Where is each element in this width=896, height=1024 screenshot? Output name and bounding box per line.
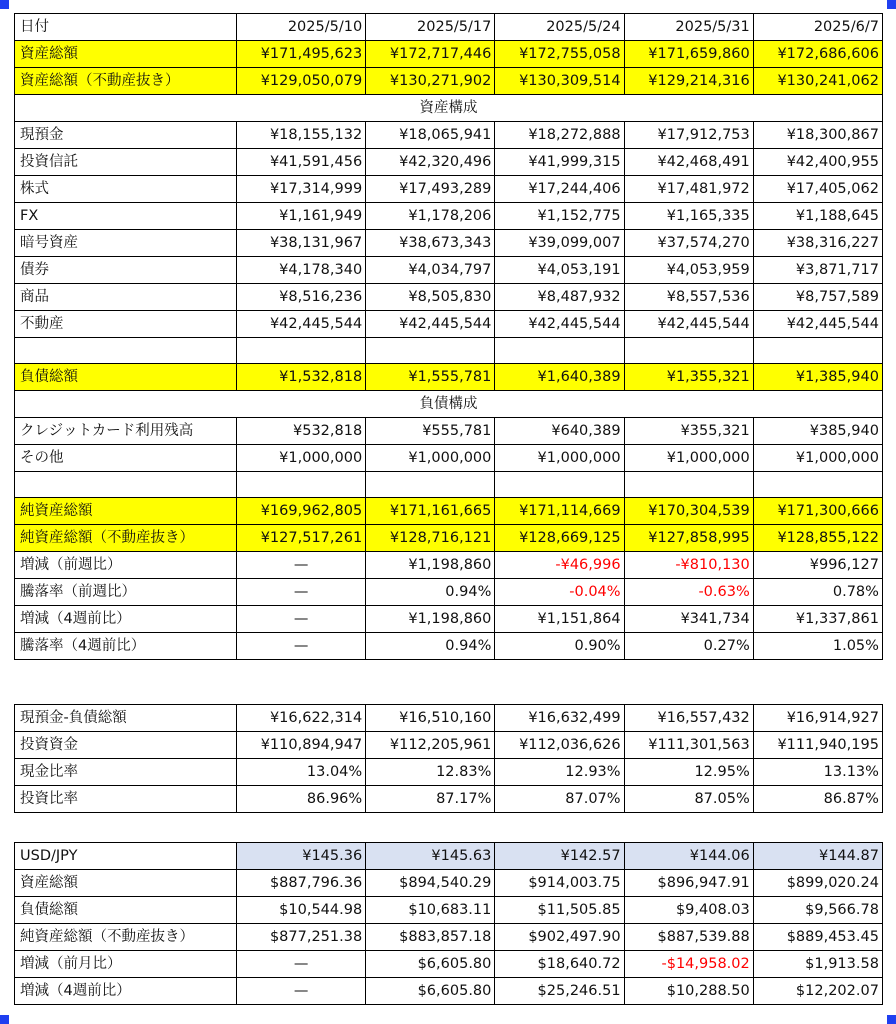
value-cell: ¥1,000,000 (753, 445, 882, 472)
value-cell: ¥555,781 (366, 418, 495, 445)
value-cell: $896,947.91 (624, 870, 753, 897)
value-cell: 12.93% (495, 759, 624, 786)
date-header-cell: 2025/5/17 (366, 14, 495, 41)
row-label: 純資産総額（不動産抜き） (15, 924, 237, 951)
value-cell: ¥171,114,669 (495, 498, 624, 525)
value-cell: 87.07% (495, 786, 624, 813)
corner-marker-bottom-left (0, 1015, 9, 1024)
value-cell: 12.95% (624, 759, 753, 786)
asset-row (15, 122, 883, 149)
value-cell: ¥112,036,626 (495, 732, 624, 759)
value-cell: ¥130,271,902 (366, 68, 495, 95)
row-label: 投資比率 (15, 786, 237, 813)
value-cell: ¥171,300,666 (753, 498, 882, 525)
row-label: 暗号資産 (15, 230, 237, 257)
value-cell: ¥17,244,406 (495, 176, 624, 203)
value-cell: — (237, 579, 366, 606)
value-cell: ¥144.87 (753, 843, 882, 870)
value-cell: $9,566.78 (753, 897, 882, 924)
value-cell: ¥8,557,536 (624, 284, 753, 311)
value-cell: ¥41,999,315 (495, 149, 624, 176)
value-cell: ¥130,309,514 (495, 68, 624, 95)
empty-cell (366, 338, 495, 364)
corner-marker-bottom-right (887, 1015, 896, 1024)
value-cell: ¥42,445,544 (495, 311, 624, 338)
value-cell: ¥18,272,888 (495, 122, 624, 149)
value-cell: ¥341,734 (624, 606, 753, 633)
value-cell: 13.04% (237, 759, 366, 786)
total-assets-row (15, 41, 883, 68)
row-label: 現金比率 (15, 759, 237, 786)
ratio-row (15, 705, 883, 732)
value-cell: ¥1,640,389 (495, 364, 624, 391)
date-header-cell: 2025/5/24 (495, 14, 624, 41)
row-label: 負債総額 (15, 364, 237, 391)
value-cell: ¥3,871,717 (753, 257, 882, 284)
value-cell: 0.27% (624, 633, 753, 660)
value-cell: 1.05% (753, 633, 882, 660)
value-cell: ¥42,400,955 (753, 149, 882, 176)
value-cell: ¥18,155,132 (237, 122, 366, 149)
value-cell: ¥171,495,623 (237, 41, 366, 68)
row-label: FX (15, 203, 237, 230)
value-cell: -¥46,996 (495, 552, 624, 579)
value-cell: $894,540.29 (366, 870, 495, 897)
empty-cell (753, 472, 882, 498)
row-label: 増減（前週比） (15, 552, 237, 579)
row-label: 現預金 (15, 122, 237, 149)
value-cell: ¥1,355,321 (624, 364, 753, 391)
empty-cell (366, 472, 495, 498)
value-cell: ¥16,557,432 (624, 705, 753, 732)
value-cell: $6,605.80 (366, 978, 495, 1005)
usd-jpy-rate-row (15, 843, 883, 870)
value-cell: 0.94% (366, 579, 495, 606)
value-cell: $887,539.88 (624, 924, 753, 951)
value-cell: ¥170,304,539 (624, 498, 753, 525)
value-cell: ¥4,034,797 (366, 257, 495, 284)
spacer-row (15, 338, 883, 364)
usd-row (15, 870, 883, 897)
value-cell: ¥16,914,927 (753, 705, 882, 732)
change-row (15, 633, 883, 660)
spacer-row (15, 472, 883, 498)
value-cell: — (237, 978, 366, 1005)
value-cell: $914,003.75 (495, 870, 624, 897)
value-cell: ¥129,214,316 (624, 68, 753, 95)
value-cell: 87.17% (366, 786, 495, 813)
value-cell: ¥42,445,544 (366, 311, 495, 338)
value-cell: — (237, 606, 366, 633)
value-cell: ¥42,320,496 (366, 149, 495, 176)
usd-row (15, 924, 883, 951)
asset-row (15, 257, 883, 284)
value-cell: ¥110,894,947 (237, 732, 366, 759)
value-cell: ¥16,632,499 (495, 705, 624, 732)
row-label: 株式 (15, 176, 237, 203)
net-assets-row (15, 498, 883, 525)
value-cell: — (237, 951, 366, 978)
value-cell: ¥16,510,160 (366, 705, 495, 732)
value-cell: ¥39,099,007 (495, 230, 624, 257)
value-cell: ¥385,940 (753, 418, 882, 445)
value-cell: 12.83% (366, 759, 495, 786)
value-cell: ¥8,757,589 (753, 284, 882, 311)
row-label: 資産総額 (15, 41, 237, 68)
usd-row (15, 978, 883, 1005)
value-cell: ¥17,912,753 (624, 122, 753, 149)
value-cell: ¥172,755,058 (495, 41, 624, 68)
cash-ratio-table (14, 704, 883, 813)
value-cell: ¥128,669,125 (495, 525, 624, 552)
value-cell: 87.05% (624, 786, 753, 813)
value-cell: — (237, 552, 366, 579)
liability-composition-header (15, 391, 883, 418)
section-title: 資産構成 (15, 95, 883, 122)
usd-conversion-table (14, 842, 883, 1005)
value-cell: ¥1,000,000 (624, 445, 753, 472)
empty-cell (15, 472, 237, 498)
value-cell: ¥172,686,606 (753, 41, 882, 68)
value-cell: ¥1,555,781 (366, 364, 495, 391)
value-cell: 13.13% (753, 759, 882, 786)
value-cell: $10,288.50 (624, 978, 753, 1005)
value-cell: $18,640.72 (495, 951, 624, 978)
value-cell: ¥4,053,191 (495, 257, 624, 284)
value-cell: ¥111,301,563 (624, 732, 753, 759)
row-label: 騰落率（前週比） (15, 579, 237, 606)
row-label: 増減（4週前比） (15, 978, 237, 1005)
date-header-cell: 2025/5/31 (624, 14, 753, 41)
value-cell: ¥1,165,335 (624, 203, 753, 230)
value-cell: ¥128,855,122 (753, 525, 882, 552)
value-cell: ¥111,940,195 (753, 732, 882, 759)
value-cell: $11,505.85 (495, 897, 624, 924)
value-cell: ¥1,198,860 (366, 606, 495, 633)
empty-cell (753, 338, 882, 364)
asset-composition-header (15, 95, 883, 122)
row-label: 債券 (15, 257, 237, 284)
row-label: 現預金-負債総額 (15, 705, 237, 732)
empty-cell (495, 338, 624, 364)
asset-row (15, 230, 883, 257)
value-cell: -¥810,130 (624, 552, 753, 579)
total-assets-ex-realestate-row (15, 68, 883, 95)
row-label: 投資資金 (15, 732, 237, 759)
asset-row (15, 176, 883, 203)
value-cell: ¥17,405,062 (753, 176, 882, 203)
liability-row (15, 445, 883, 472)
change-row (15, 606, 883, 633)
value-cell: ¥171,161,665 (366, 498, 495, 525)
value-cell: 86.87% (753, 786, 882, 813)
net-assets-ex-realestate-row (15, 525, 883, 552)
value-cell: ¥1,532,818 (237, 364, 366, 391)
row-label: 商品 (15, 284, 237, 311)
change-row (15, 552, 883, 579)
row-label: 騰落率（4週前比） (15, 633, 237, 660)
value-cell: ¥112,205,961 (366, 732, 495, 759)
value-cell: $883,857.18 (366, 924, 495, 951)
value-cell: ¥1,188,645 (753, 203, 882, 230)
value-cell: ¥1,178,206 (366, 203, 495, 230)
value-cell: ¥996,127 (753, 552, 882, 579)
row-label: 純資産総額（不動産抜き） (15, 525, 237, 552)
row-label: 不動産 (15, 311, 237, 338)
row-label: 純資産総額 (15, 498, 237, 525)
value-cell: $887,796.36 (237, 870, 366, 897)
ratio-row (15, 759, 883, 786)
empty-cell (624, 338, 753, 364)
usd-row (15, 897, 883, 924)
asset-row (15, 203, 883, 230)
value-cell: ¥17,493,289 (366, 176, 495, 203)
ratio-row (15, 732, 883, 759)
asset-row (15, 149, 883, 176)
value-cell: ¥127,517,261 (237, 525, 366, 552)
value-cell: ¥171,659,860 (624, 41, 753, 68)
value-cell: ¥42,468,491 (624, 149, 753, 176)
value-cell: ¥145.36 (237, 843, 366, 870)
value-cell: ¥1,000,000 (366, 445, 495, 472)
value-cell: ¥1,337,861 (753, 606, 882, 633)
value-cell: $25,246.51 (495, 978, 624, 1005)
value-cell: ¥1,000,000 (237, 445, 366, 472)
usd-row (15, 951, 883, 978)
value-cell: ¥38,131,967 (237, 230, 366, 257)
value-cell: ¥8,516,236 (237, 284, 366, 311)
value-cell: ¥640,389 (495, 418, 624, 445)
value-cell: $877,251.38 (237, 924, 366, 951)
value-cell: ¥355,321 (624, 418, 753, 445)
value-cell: -0.63% (624, 579, 753, 606)
value-cell: ¥1,161,949 (237, 203, 366, 230)
value-cell: $10,683.11 (366, 897, 495, 924)
row-label: 負債総額 (15, 897, 237, 924)
value-cell: ¥4,053,959 (624, 257, 753, 284)
value-cell: ¥38,316,227 (753, 230, 882, 257)
value-cell: ¥1,000,000 (495, 445, 624, 472)
value-cell: ¥169,962,805 (237, 498, 366, 525)
asset-row (15, 284, 883, 311)
value-cell: ¥18,300,867 (753, 122, 882, 149)
value-cell: ¥42,445,544 (753, 311, 882, 338)
value-cell: ¥8,487,932 (495, 284, 624, 311)
liability-row (15, 418, 883, 445)
value-cell: ¥1,385,940 (753, 364, 882, 391)
empty-cell (237, 338, 366, 364)
row-label: その他 (15, 445, 237, 472)
value-cell: ¥127,858,995 (624, 525, 753, 552)
row-label: 増減（4週前比） (15, 606, 237, 633)
empty-cell (495, 472, 624, 498)
value-cell: ¥8,505,830 (366, 284, 495, 311)
value-cell: ¥129,050,079 (237, 68, 366, 95)
section-title: 負債構成 (15, 391, 883, 418)
date-header-cell: 2025/6/7 (753, 14, 882, 41)
row-label: 資産総額（不動産抜き） (15, 68, 237, 95)
value-cell: ¥130,241,062 (753, 68, 882, 95)
value-cell: ¥145.63 (366, 843, 495, 870)
value-cell: 0.78% (753, 579, 882, 606)
value-cell: -0.04% (495, 579, 624, 606)
value-cell: $10,544.98 (237, 897, 366, 924)
date-header-row (15, 14, 883, 41)
value-cell: ¥42,445,544 (237, 311, 366, 338)
value-cell: $12,202.07 (753, 978, 882, 1005)
value-cell: ¥144.06 (624, 843, 753, 870)
value-cell: ¥16,622,314 (237, 705, 366, 732)
value-cell: ¥1,198,860 (366, 552, 495, 579)
value-cell: — (237, 633, 366, 660)
value-cell: $899,020.24 (753, 870, 882, 897)
row-label: USD/JPY (15, 843, 237, 870)
value-cell: ¥17,314,999 (237, 176, 366, 203)
value-cell: $889,453.45 (753, 924, 882, 951)
empty-cell (624, 472, 753, 498)
row-label: 投資信託 (15, 149, 237, 176)
value-cell: $1,913.58 (753, 951, 882, 978)
value-cell: ¥532,818 (237, 418, 366, 445)
change-row (15, 579, 883, 606)
asset-row (15, 311, 883, 338)
value-cell: ¥42,445,544 (624, 311, 753, 338)
value-cell: 0.90% (495, 633, 624, 660)
empty-cell (15, 338, 237, 364)
value-cell: ¥128,716,121 (366, 525, 495, 552)
value-cell: ¥17,481,972 (624, 176, 753, 203)
corner-marker-top-right (887, 0, 896, 9)
value-cell: ¥4,178,340 (237, 257, 366, 284)
value-cell: $6,605.80 (366, 951, 495, 978)
ratio-row (15, 786, 883, 813)
value-cell: ¥41,591,456 (237, 149, 366, 176)
value-cell: -$14,958.02 (624, 951, 753, 978)
value-cell: ¥1,151,864 (495, 606, 624, 633)
value-cell: $902,497.90 (495, 924, 624, 951)
value-cell: ¥172,717,446 (366, 41, 495, 68)
value-cell: $9,408.03 (624, 897, 753, 924)
value-cell: ¥37,574,270 (624, 230, 753, 257)
total-liabilities-row (15, 364, 883, 391)
empty-cell (237, 472, 366, 498)
date-header-cell: 2025/5/10 (237, 14, 366, 41)
value-cell: ¥142.57 (495, 843, 624, 870)
row-label: クレジットカード利用残高 (15, 418, 237, 445)
value-cell: 86.96% (237, 786, 366, 813)
date-label: 日付 (15, 14, 237, 41)
corner-marker-top-left (0, 0, 9, 9)
value-cell: 0.94% (366, 633, 495, 660)
asset-summary-table (14, 13, 883, 660)
value-cell: ¥1,152,775 (495, 203, 624, 230)
value-cell: ¥18,065,941 (366, 122, 495, 149)
row-label: 資産総額 (15, 870, 237, 897)
value-cell: ¥38,673,343 (366, 230, 495, 257)
row-label: 増減（前月比） (15, 951, 237, 978)
